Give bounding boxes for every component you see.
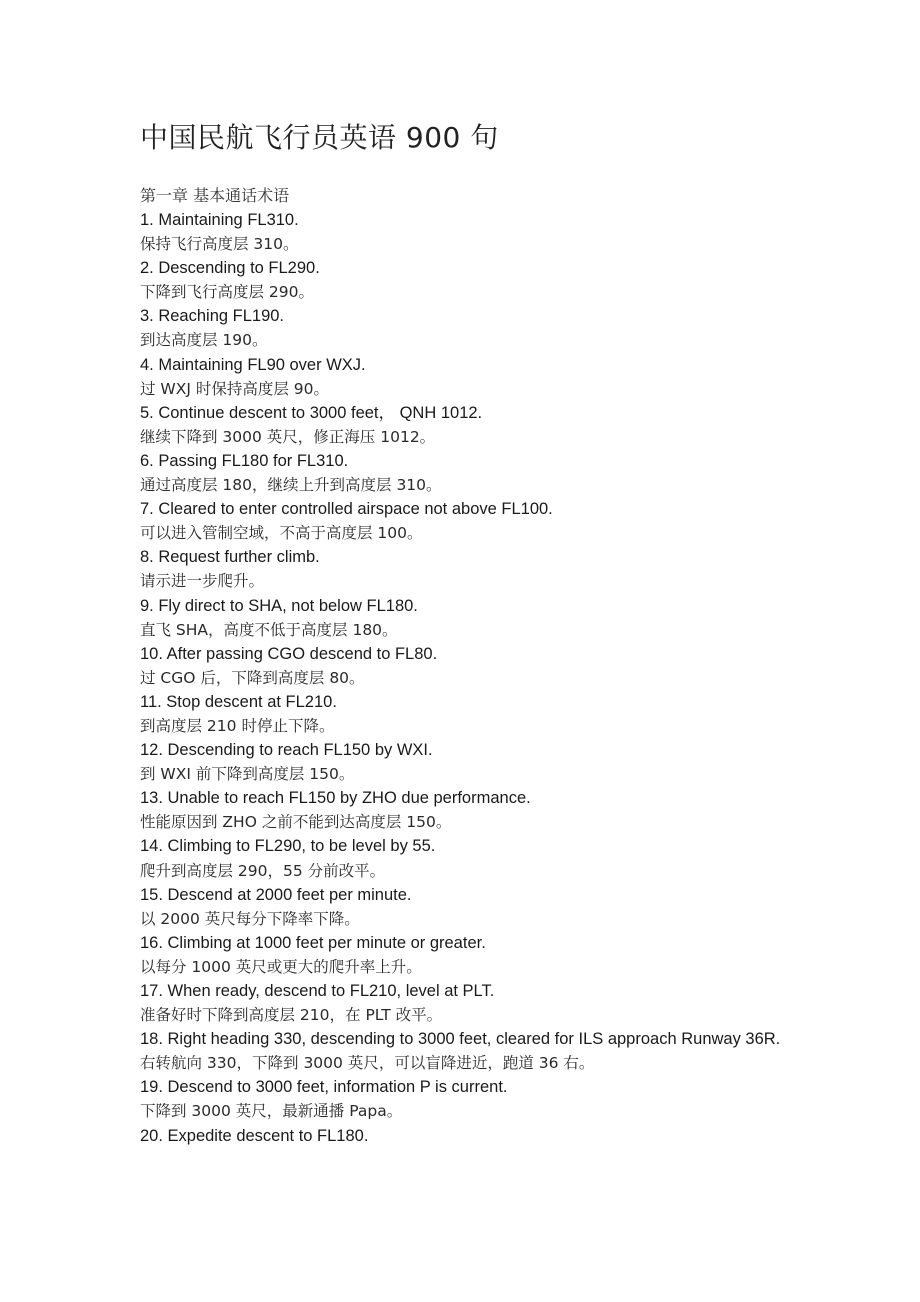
phrase-english: 5. Continue descent to 3000 feet， QNH 1012. [140, 403, 483, 422]
phrase-chinese: 请示进一步爬升。 [140, 572, 265, 591]
phrase-chinese: 继续下降到 3000 英尺，修正海压 1012。 [140, 427, 436, 446]
phrase-chinese: 准备好时下降到高度层 210，在 PLT 改平。 [140, 1006, 443, 1025]
phrase-english: 8. Request further climb. [140, 548, 320, 567]
phrase-english: 19. Descend to 3000 feet, information P is current. [140, 1078, 508, 1097]
phrase-english: 17. When ready, descend to FL210, level at PLT. [140, 982, 495, 1000]
phrase-chinese: 保持飞行高度层 310。 [140, 235, 299, 254]
phrase-chinese: 过 CGO 后，下降到高度层 80。 [140, 668, 365, 687]
phrase-english: 10. After passing CGO descend to FL80. [140, 644, 438, 663]
phrase-english: 3. Reaching FL190. [140, 307, 285, 326]
phrase-english: 16. Climbing at 1000 feet per minute or greater. [140, 933, 486, 952]
phrase-chinese: 到 WXI 前下降到高度层 150。 [140, 765, 355, 784]
phrase-english: 12. Descending to reach FL150 by WXI. [140, 741, 433, 760]
phrase-chinese: 可以进入管制空域，不高于高度层 100。 [140, 524, 423, 543]
phrase-english: 18. Right heading 330, descending to 3000 feet, cleared for ILS approach Runway 36R. [140, 1030, 781, 1049]
phrase-chinese: 以每分 1000 英尺或更大的爬升率上升。 [140, 957, 422, 976]
phrase-english: 11. Stop descent at FL210. [140, 692, 337, 711]
phrase-english: 4. Maintaining FL90 over WXJ. [140, 355, 366, 374]
phrase-english: 15. Descend at 2000 feet per minute. [140, 885, 412, 904]
phrase-chinese: 直飞 SHA，高度不低于高度层 180。 [140, 620, 398, 639]
phrase-english: 2. Descending to FL290. [140, 259, 320, 278]
phrase-english: 7. Cleared to enter controlled airspace not above FL100. [140, 500, 553, 519]
phrase-english: 13. Unable to reach FL150 by ZHO due performance. [140, 789, 531, 808]
document-title: 中国民航飞行员英语 900 句 [140, 121, 499, 154]
phrase-english: 6. Passing FL180 for FL310. [140, 451, 349, 470]
phrase-english: 1. Maintaining FL310. [140, 211, 299, 229]
phrase-chinese: 右转航向 330，下降到 3000 英尺，可以盲降进近，跑道 36 右。 [140, 1054, 595, 1073]
phrase-chinese: 到高度层 210 时停止下降。 [140, 716, 335, 735]
phrase-chinese: 通过高度层 180，继续上升到高度层 310。 [140, 476, 442, 495]
phrase-english: 20. Expedite descent to FL180. [140, 1126, 369, 1145]
phrase-english: 14. Climbing to FL290, to be level by 55. [140, 837, 436, 856]
chapter-heading: 第一章 基本通话术语 [140, 186, 290, 205]
phrase-chinese: 过 WXJ 时保持高度层 90。 [140, 379, 330, 398]
phrase-chinese: 下降到飞行高度层 290。 [140, 283, 315, 302]
phrase-chinese: 以 2000 英尺每分下降率下降。 [140, 909, 360, 928]
phrase-list [140, 208, 781, 1148]
phrase-english: 9. Fly direct to SHA, not below FL180. [140, 596, 418, 615]
phrase-chinese: 爬升到高度层 290，55 分前改平。 [140, 861, 386, 880]
phrase-chinese: 下降到 3000 英尺，最新通播 Papa。 [140, 1102, 403, 1121]
phrase-chinese: 性能原因到 ZHO 之前不能到达高度层 150。 [140, 813, 452, 832]
phrase-chinese: 到达高度层 190。 [140, 331, 268, 350]
